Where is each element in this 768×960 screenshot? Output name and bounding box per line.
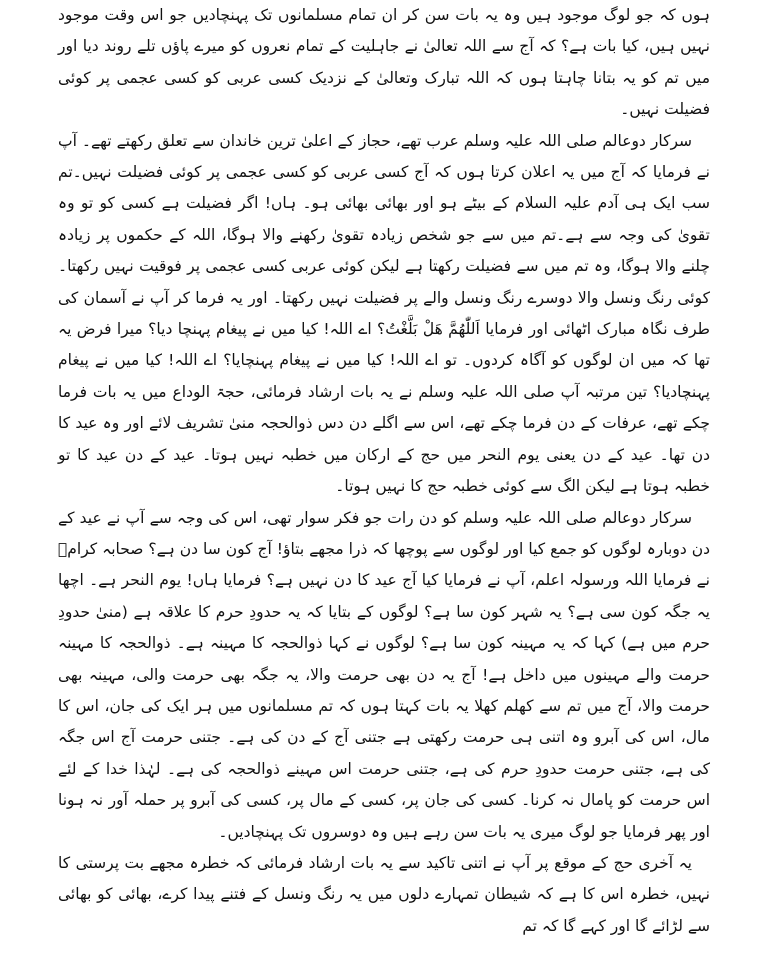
document-page [58,0,710,960]
paragraph-1: ہوں کہ جو لوگ موجود ہیں وہ یہ بات سن کر ان تمام مسلمانوں تک پہنچادیں جو اس وقت موجود نہیں ہیں، کیا بات ہے؟ کہ آج سے اللہ تعالیٰ نے جاہلیت کے تمام نعروں کو میرے پاؤں تلے روند دیا اور میں تم کو یہ بتانا چاہتا ہوں کہ اللہ تبارک وتعالیٰ کے نزدیک کسی عربی کو کسی عجمی پر کوئی فضیلت نہیں۔ [58,6,710,119]
paragraph-3: سرکار دوعالم صلی اللہ علیہ وسلم کو دن رات جو فکر سوار تھی، اس کی وجہ سے آپ نے عید کے دن دوبارہ لوگوں کو جمع کیا اور لوگوں سے پوچھا کہ ذرا مجھے بتاؤ! آج کون سا دن ہے؟ صحابہ کرامؓ نے فرمایا اللہ ورسولہ اعلم، آپ نے فرمایا کیا آج عید کا دن نہیں ہے؟ فرمایا ہاں! یوم النحر ہے۔ اچھا یہ جگہ کون سی ہے؟ یہ شہر کون سا ہے؟ لوگوں کے بتایا کہ یہ حدودِ حرم کا علاقہ ہے (منیٰ حدودِ حرم میں ہے) کہا کہ یہ مہینہ کون سا ہے؟ لوگوں نے کہا ذوالحجہ کا مہینہ ہے۔ ذوالحجہ کا مہینہ حرمت والے مہینوں میں داخل ہے! آج یہ دن بھی حرمت والا، یہ جگہ بھی حرمت والی، مہینہ بھی حرمت والا، آج میں تم سے کھلم کھلا یہ بات کہتا ہوں کہ تم مسلمانوں میں ہر ایک کی جان، اس کا مال، اس کی آبرو وہ اتنی ہی حرمت رکھتی ہے جتنی آج کے دن کی ہے۔ جتنی حرمت آج اس جگہ کی ہے، جتنی حرمت حدودِ حرم کی ہے، جتنی حرمت اس مہینے ذوالحجہ کی ہے۔ لہٰذا خدا کے لئے اس حرمت کو پامال نہ کرنا۔ کسی کی جان پر، کسی کے مال پر، کسی کی آبرو پر حملہ آور نہ ہونا اور پھر فرمایا جو لوگ میری یہ بات سن رہے ہیں وہ دوسروں تک پہنچادیں۔ [58,508,710,841]
paragraph-4: یہ آخری حج کے موقع پر آپ نے اتنی تاکید سے یہ بات ارشاد فرمائی کہ خطرہ مجھے بت پرستی کا نہیں، خطرہ اس کا ہے کہ شیطان تمہارے دلوں میں یہ رنگ ونسل کے فتنے پیدا کرے، بھائی کو بھائی سے لڑائے گا اور کہے گا کہ تم [58,853,710,935]
paragraph-2: سرکار دوعالم صلی اللہ علیہ وسلم عرب تھے، حجاز کے اعلیٰ ترین خاندان سے تعلق رکھتے تھے۔ آپ نے فرمایا کہ آج میں یہ اعلان کرتا ہوں کہ آج کسی عربی کو کسی عجمی پر کوئی فضیلت نہیں۔تم سب ایک ہی آدم علیہ السلام کے بیٹے ہو اور بھائی بھائی ہو۔ ہاں! اگر فضیلت ہے کسی کو تو وہ تقویٰ کی وجہ سے ہے۔تم میں سے جو شخص زیادہ تقویٰ رکھنے والا ہوگا، اللہ کے حکموں پر زیادہ چلنے والا ہوگا، وہ تم میں سے فضیلت رکھتا ہے لیکن کوئی عربی کسی عجمی پر فوقیت نہیں رکھتا۔ کوئی رنگ ونسل والا دوسرے رنگ ونسل والے پر فضیلت نہیں رکھتا۔ اور یہ فرما کر آپ نے آسمان کی طرف نگاہ مبارک اٹھائی اور فرمایا اَللّٰھُمَّ ھَلْ بَلَّغْتُ؟ اے اللہ! کیا میں نے پیغام پہنچا دیا؟ میرا فرض یہ تھا کہ میں ان لوگوں کو آگاہ کردوں۔ تو اے اللہ! کیا میں نے پیغام پہنچایا؟ اے اللہ! کیا میں نے پیغام پہنچادیا؟ تین مرتبہ آپ صلی اللہ علیہ وسلم نے یہ بات ارشاد فرمائی، حجۃ الوداع میں یہ بات فرما چکے تھے، عرفات کے دن فرما چکے تھے، اس سے اگلے دن دس ذوالحجہ منیٰ تشریف لائے اور وہ عید کا دن تھا۔ عید کے دن یعنی یوم النحر میں حج کے ارکان میں خطبہ نہیں ہوتا۔ عید کے دن عید کا تو خطبہ ہوتا ہے لیکن الگ سے کوئی خطبہ حج کا نہیں ہوتا۔ [58,131,710,496]
